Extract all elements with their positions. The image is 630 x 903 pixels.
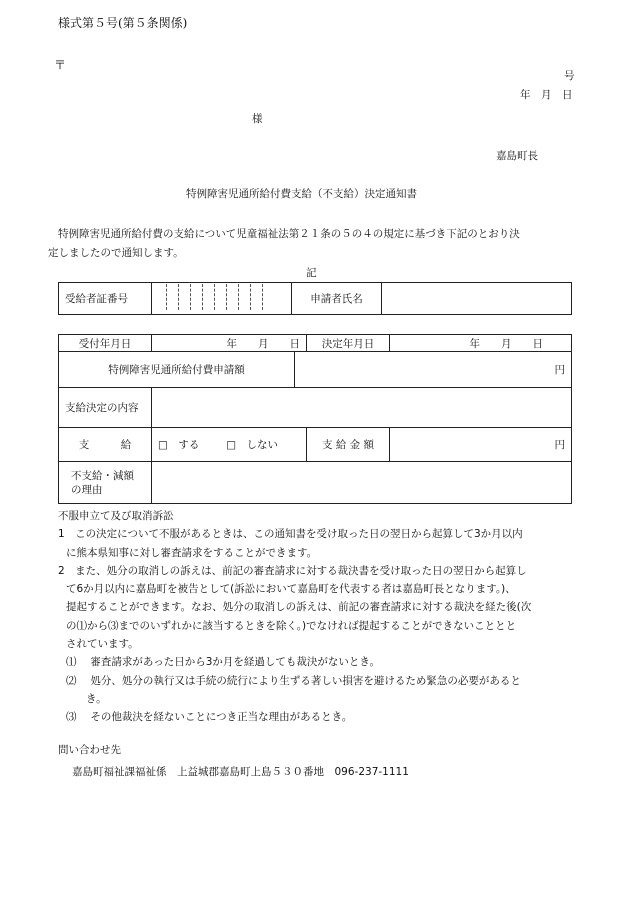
appeal-item-2: ⑵ 処分、処分の執行又は手続の続行により生ずる著しい損害を避けるため緊急の必要があると <box>66 674 521 687</box>
payment-options <box>152 428 307 462</box>
intro-line-2: 定しましたので通知します。 <box>48 247 184 259</box>
cert-number-cell[interactable] <box>152 283 292 315</box>
digit-divider <box>214 284 215 310</box>
digit-divider <box>226 284 227 310</box>
reason-label <box>59 462 152 504</box>
appeal-item-3: ⑶ その他裁決を経ないことにつき正当な理由があるとき。 <box>66 711 353 724</box>
receipt-date-value[interactable]: 年 月 日 <box>152 335 307 352</box>
reason-label-line: 不支給・減額 <box>71 469 134 482</box>
requested-amount-value[interactable]: 円 <box>295 352 572 388</box>
appeal-paragraph-line: されています。 <box>66 638 139 651</box>
contact-details: 嘉島町福祉課福祉係 上益城郡嘉島町上島５３０番地 096-237-1111 <box>72 766 409 778</box>
payment-amount-value[interactable]: 円 <box>390 428 572 462</box>
applicant-name-cell[interactable] <box>382 283 572 315</box>
postal-mark: 〒 <box>54 58 67 72</box>
appeal-paragraph-line: に熊本県知事に対し審査請求をすることができます。 <box>66 546 318 559</box>
intro-line-1: 特例障害児通所給付費の支給について児童福祉法第２１条の５の４の規定に基づき下記のとおり決 <box>58 228 520 240</box>
appeal-paragraph-line: 提起することができます。なお、処分の取消しの訴えは、前記の審査請求に対する裁決を経た後(次 <box>66 601 532 614</box>
digit-divider <box>178 284 179 310</box>
payment-label: 支 給 <box>59 428 152 462</box>
recipient-table <box>58 282 572 315</box>
receipt-date-label: 受付年月日 <box>59 335 152 352</box>
payment-no-option[interactable]: □ しない <box>226 439 279 451</box>
digit-divider <box>202 284 203 310</box>
digit-divider <box>250 284 251 310</box>
decision-date-value[interactable]: 年 月 日 <box>390 335 572 352</box>
ki-label: 記 <box>306 267 317 279</box>
digit-divider <box>262 284 263 310</box>
appeal-paragraph-line: 1 この決定について不服があるときは、この通知書を受け取った日の翌日から起算して3か月以内 <box>58 528 523 541</box>
document-date-label: 年 月 日 <box>520 89 573 101</box>
cert-number-label: 受給者証番号 <box>59 283 152 315</box>
reason-value[interactable] <box>152 462 572 504</box>
digit-divider <box>166 284 167 310</box>
requested-amount-label: 特例障害児通所給付費申請額 <box>59 352 295 388</box>
reason-label-line: の理由 <box>71 483 103 496</box>
payment-amount-label: 支 給 金 額 <box>307 428 390 462</box>
document-number-label: 号 <box>564 70 575 82</box>
decision-content-value[interactable] <box>152 388 572 428</box>
appeal-section <box>58 507 578 727</box>
appeal-paragraph-line: て6か月以内に嘉島町を被告として(訴訟において嘉島町を代表する者は嘉島町長となります。)、 <box>66 583 516 596</box>
form-number-label: 様式第５号(第５条関係) <box>58 16 188 30</box>
appeal-item-2-continued: き。 <box>86 692 107 705</box>
recipient-honorific: 様 <box>252 113 263 125</box>
digit-divider <box>238 284 239 310</box>
decision-table <box>58 334 572 504</box>
issuer-name: 嘉島町長 <box>496 150 538 162</box>
contact-heading: 問い合わせ先 <box>58 744 121 756</box>
applicant-name-label: 申請者氏名 <box>292 283 382 315</box>
appeal-paragraph-line: の⑴から⑶までのいずれかに該当するときを除く。)でなければ提起することができないこととと <box>66 619 517 632</box>
appeal-item-1: ⑴ 審査請求があった日から3か月を経過しても裁決がないとき。 <box>66 656 380 669</box>
document-title: 特例障害児通所給付費支給（不支給）決定通知書 <box>186 188 417 200</box>
decision-content-label: 支給決定の内容 <box>59 388 152 428</box>
digit-divider <box>190 284 191 310</box>
appeal-paragraph-line: 2 また、処分の取消しの訴えは、前記の審査請求に対する裁決書を受け取った日の翌日から起算し <box>58 564 527 577</box>
appeal-heading: 不服申立て及び取消訴訟 <box>58 510 174 522</box>
decision-date-label: 決定年月日 <box>307 335 390 352</box>
payment-yes-option[interactable]: □ する <box>158 439 200 451</box>
